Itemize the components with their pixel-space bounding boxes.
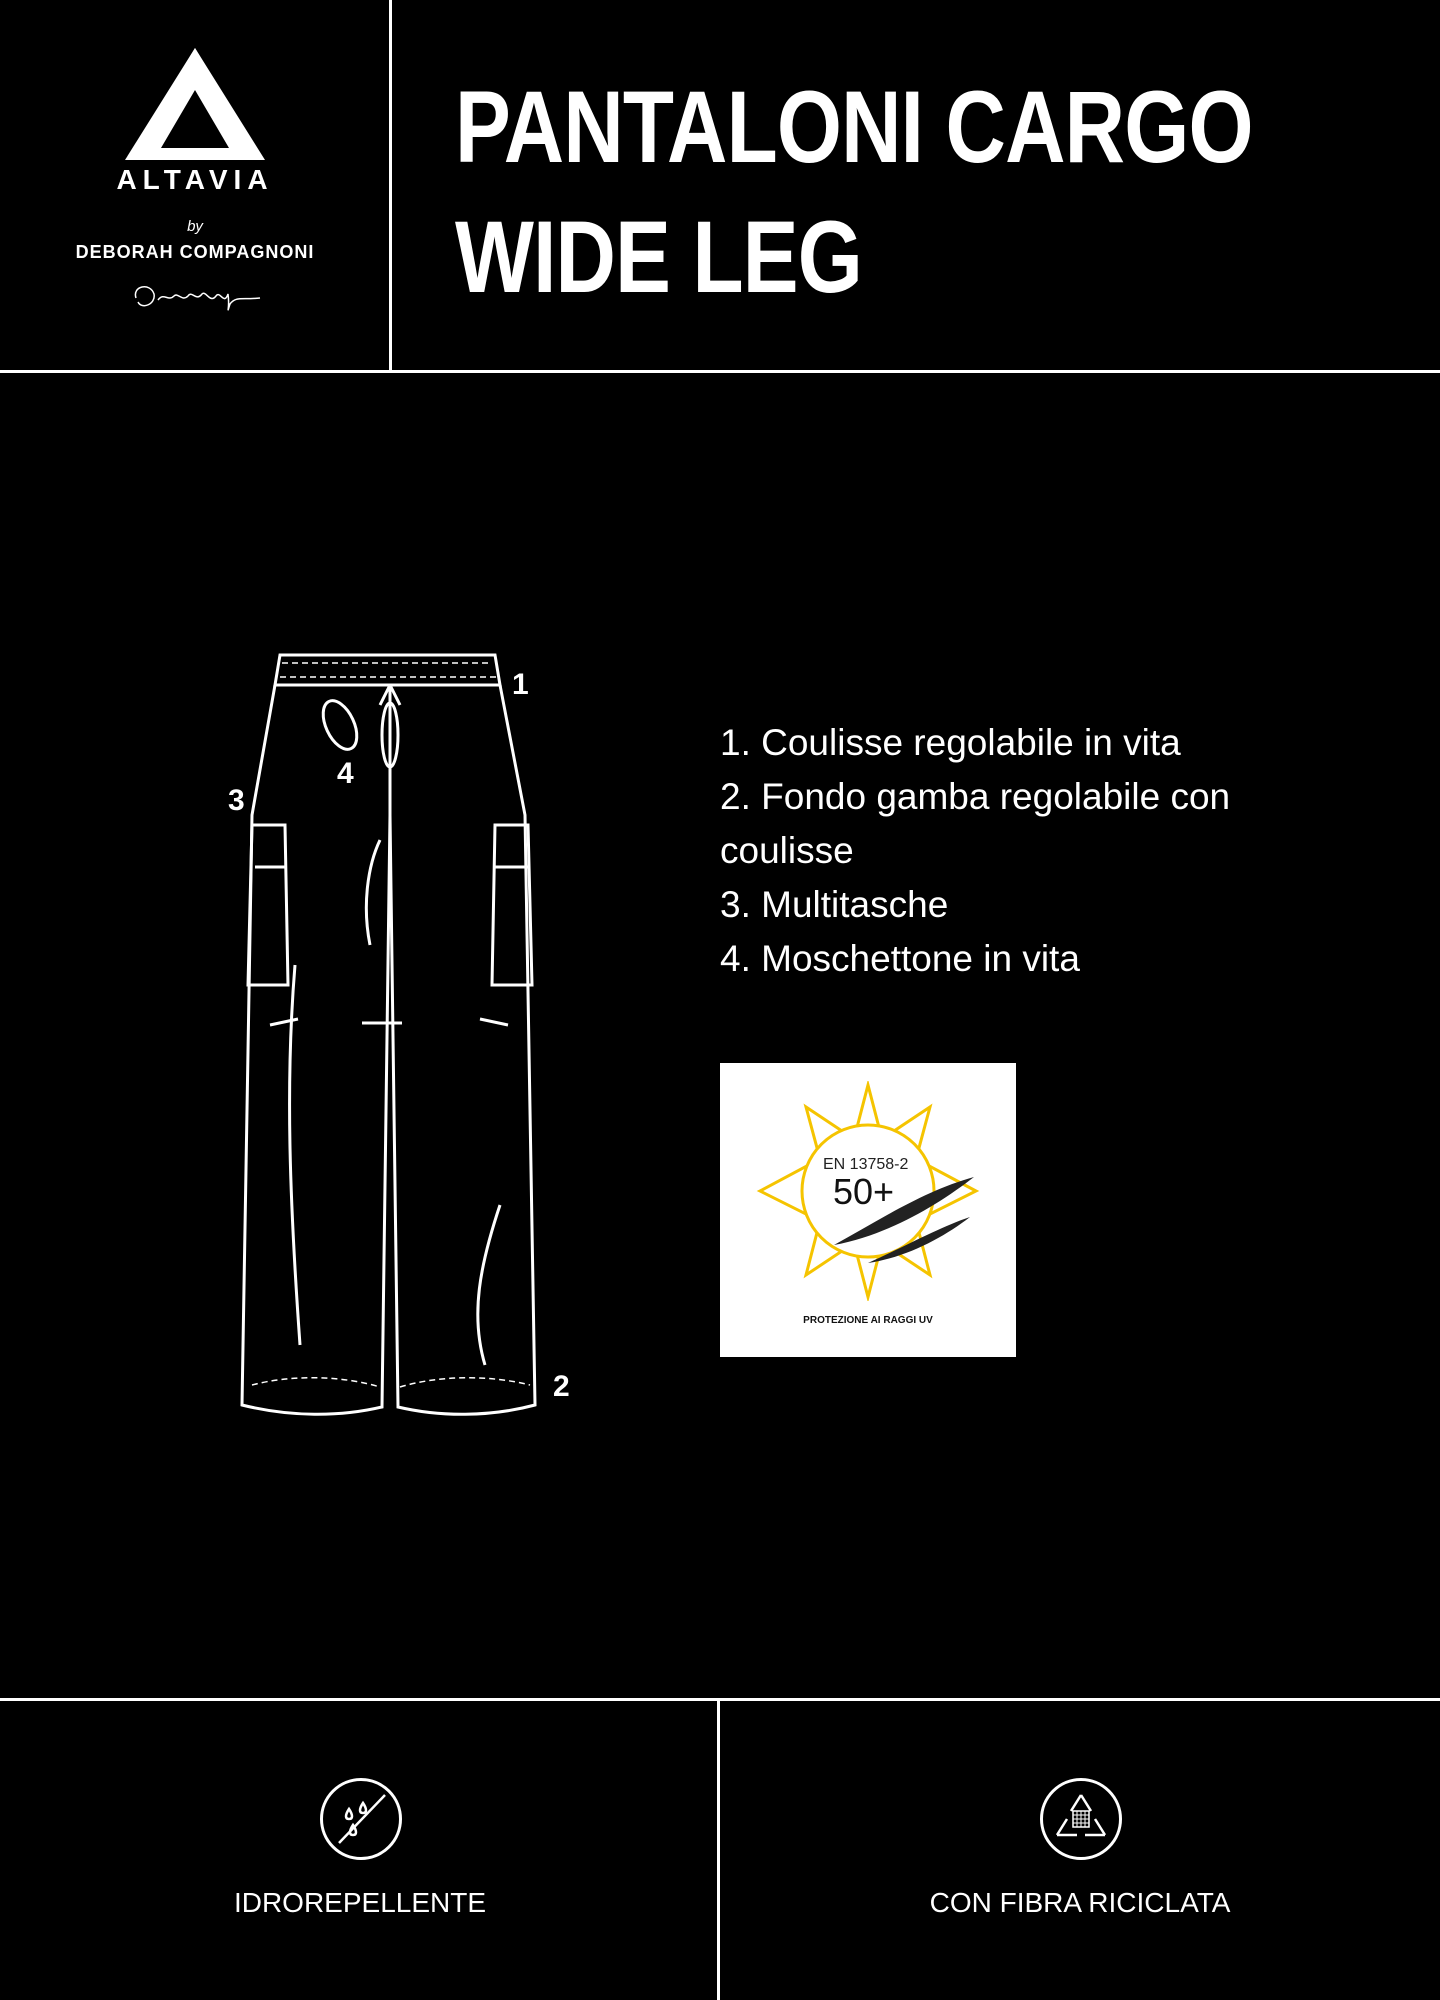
brand-by: by — [187, 218, 203, 235]
header-divider — [0, 370, 1440, 373]
brand-designer: DEBORAH COMPAGNONI — [75, 242, 315, 262]
uv-value: 50+ — [833, 1171, 895, 1212]
altavia-logo — [125, 48, 265, 160]
feature-item: 4. Moschettone in vita — [720, 938, 1080, 979]
feature-list — [720, 716, 1330, 986]
feature-item: 2. Fondo gamba regolabile con coulisse — [720, 776, 1231, 871]
uv-caption: PROTEZIONE AI RAGGI UV — [803, 1315, 933, 1326]
feature-item: 1. Coulisse regolabile in vita — [720, 722, 1181, 763]
header-divider-vertical — [389, 0, 392, 372]
footer-divider — [0, 1698, 1440, 1701]
uv-standard: EN 13758-2 — [823, 1156, 909, 1173]
callout-4: 4 — [337, 757, 354, 790]
callout-2: 2 — [553, 1370, 570, 1403]
footer-divider-vertical — [717, 1700, 720, 2000]
callout-1: 1 — [512, 668, 529, 701]
callout-3: 3 — [228, 784, 245, 817]
title-line-1: PANTALONI CARGO — [455, 70, 1253, 184]
uv-protection-badge — [720, 1063, 1016, 1357]
property-label: IDROREPELLENTE — [233, 1887, 487, 1918]
title-line-2: WIDE LEG — [455, 200, 862, 314]
product-title — [455, 62, 1253, 322]
brand-name: ALTAVIA — [116, 164, 274, 195]
feature-item: 3. Multitasche — [720, 884, 949, 925]
recycled-fiber-icon — [1040, 1778, 1122, 1860]
cargo-pants-illustration — [230, 645, 550, 1425]
property-label: CON FIBRA RICICLATA — [929, 1887, 1231, 1918]
signature — [130, 278, 265, 318]
water-repellent-icon — [320, 1778, 402, 1860]
